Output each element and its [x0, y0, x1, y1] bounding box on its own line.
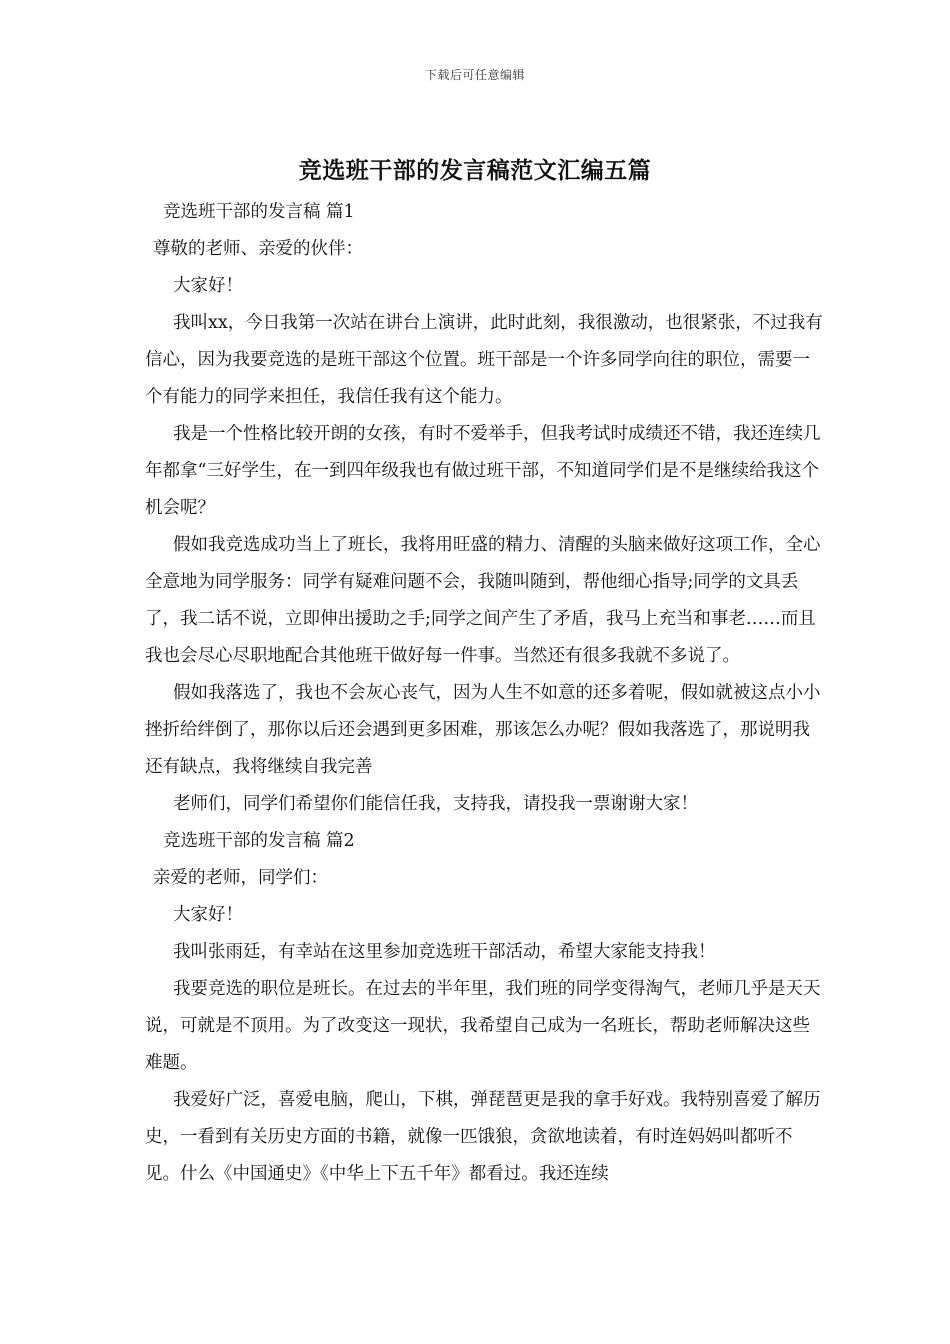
greeting: 大家好！	[173, 905, 243, 925]
salutation: 尊敬的老师、亲爱的伙伴：	[153, 239, 363, 259]
header-note: 下载后可任意编辑	[424, 68, 525, 82]
paragraph: 我要竞选的职位是班长。在过去的半年里，我们班的同学变得淘气，老师几乎是天天说，可就是不顶用。为了改变这一现状，我希望自己成为一名班长，帮助老师解决这些难题。	[145, 979, 821, 1073]
salutation: 亲爱的老师，同学们：	[153, 868, 328, 888]
paragraph: 假如我落选了，我也不会灰心丧气，因为人生不如意的还多着呢，假如就被这点小小挫折给绊倒了，那你以后还会遇到更多困难，那该怎么办呢？假如我落选了，那说明我还有缺点，我将继续自我完善	[145, 683, 821, 777]
paragraph: 我爱好广泛，喜爱电脑，爬山，下棋，弹琵琶更是我的拿手好戏。我特别喜爱了解历史，一看到有关历史方面的书籍，就像一匹饿狼，贪欲地读着，有时连妈妈叫都听不见。什么《中国通史》《中华上下五千年》都看过。我还连续	[145, 1090, 821, 1184]
section-heading: 竞选班干部的发言稿 篇2	[163, 831, 355, 851]
paragraph: 我叫张雨廷，有幸站在这里参加竞选班干部活动，希望大家能支持我！	[173, 942, 716, 962]
paragraph: 我是一个性格比较开朗的女孩，有时不爱举手，但我考试时成绩还不错，我还连续几年都拿“三好学生，在一到四年级我也有做过班干部，不知道同学们是不是继续给我这个机会呢？	[145, 424, 821, 518]
document-body	[145, 194, 825, 1193]
paragraph: 假如我竞选成功当上了班长，我将用旺盛的精力、清醒的头脑来做好这项工作，全心全意地为同学服务：同学有疑难问题不会，我随叫随到，帮他细心指导;同学的文具丢了，我二话不说，立即伸出援助之手;同学之间产生了矛盾，我马上充当和事老……而且我也会尽心尽职地配合其他班干做好每一件事。当然还有很多我就不多说了。	[145, 535, 821, 666]
document-title: 竞选班干部的发言稿范文汇编五篇	[298, 157, 652, 184]
section-heading: 竞选班干部的发言稿 篇1	[163, 202, 355, 222]
paragraph: 老师们，同学们希望你们能信任我，支持我，请投我一票谢谢大家！	[173, 794, 698, 814]
greeting: 大家好！	[173, 276, 243, 296]
paragraph: 我叫xx，今日我第一次站在讲台上演讲，此时此刻，我很激动，也很紧张，不过我有信心，因为我要竞选的是班干部这个位置。班干部是一个许多同学向往的职位，需要一个有能力的同学来担任，我信任我有这个能力。	[145, 313, 823, 407]
